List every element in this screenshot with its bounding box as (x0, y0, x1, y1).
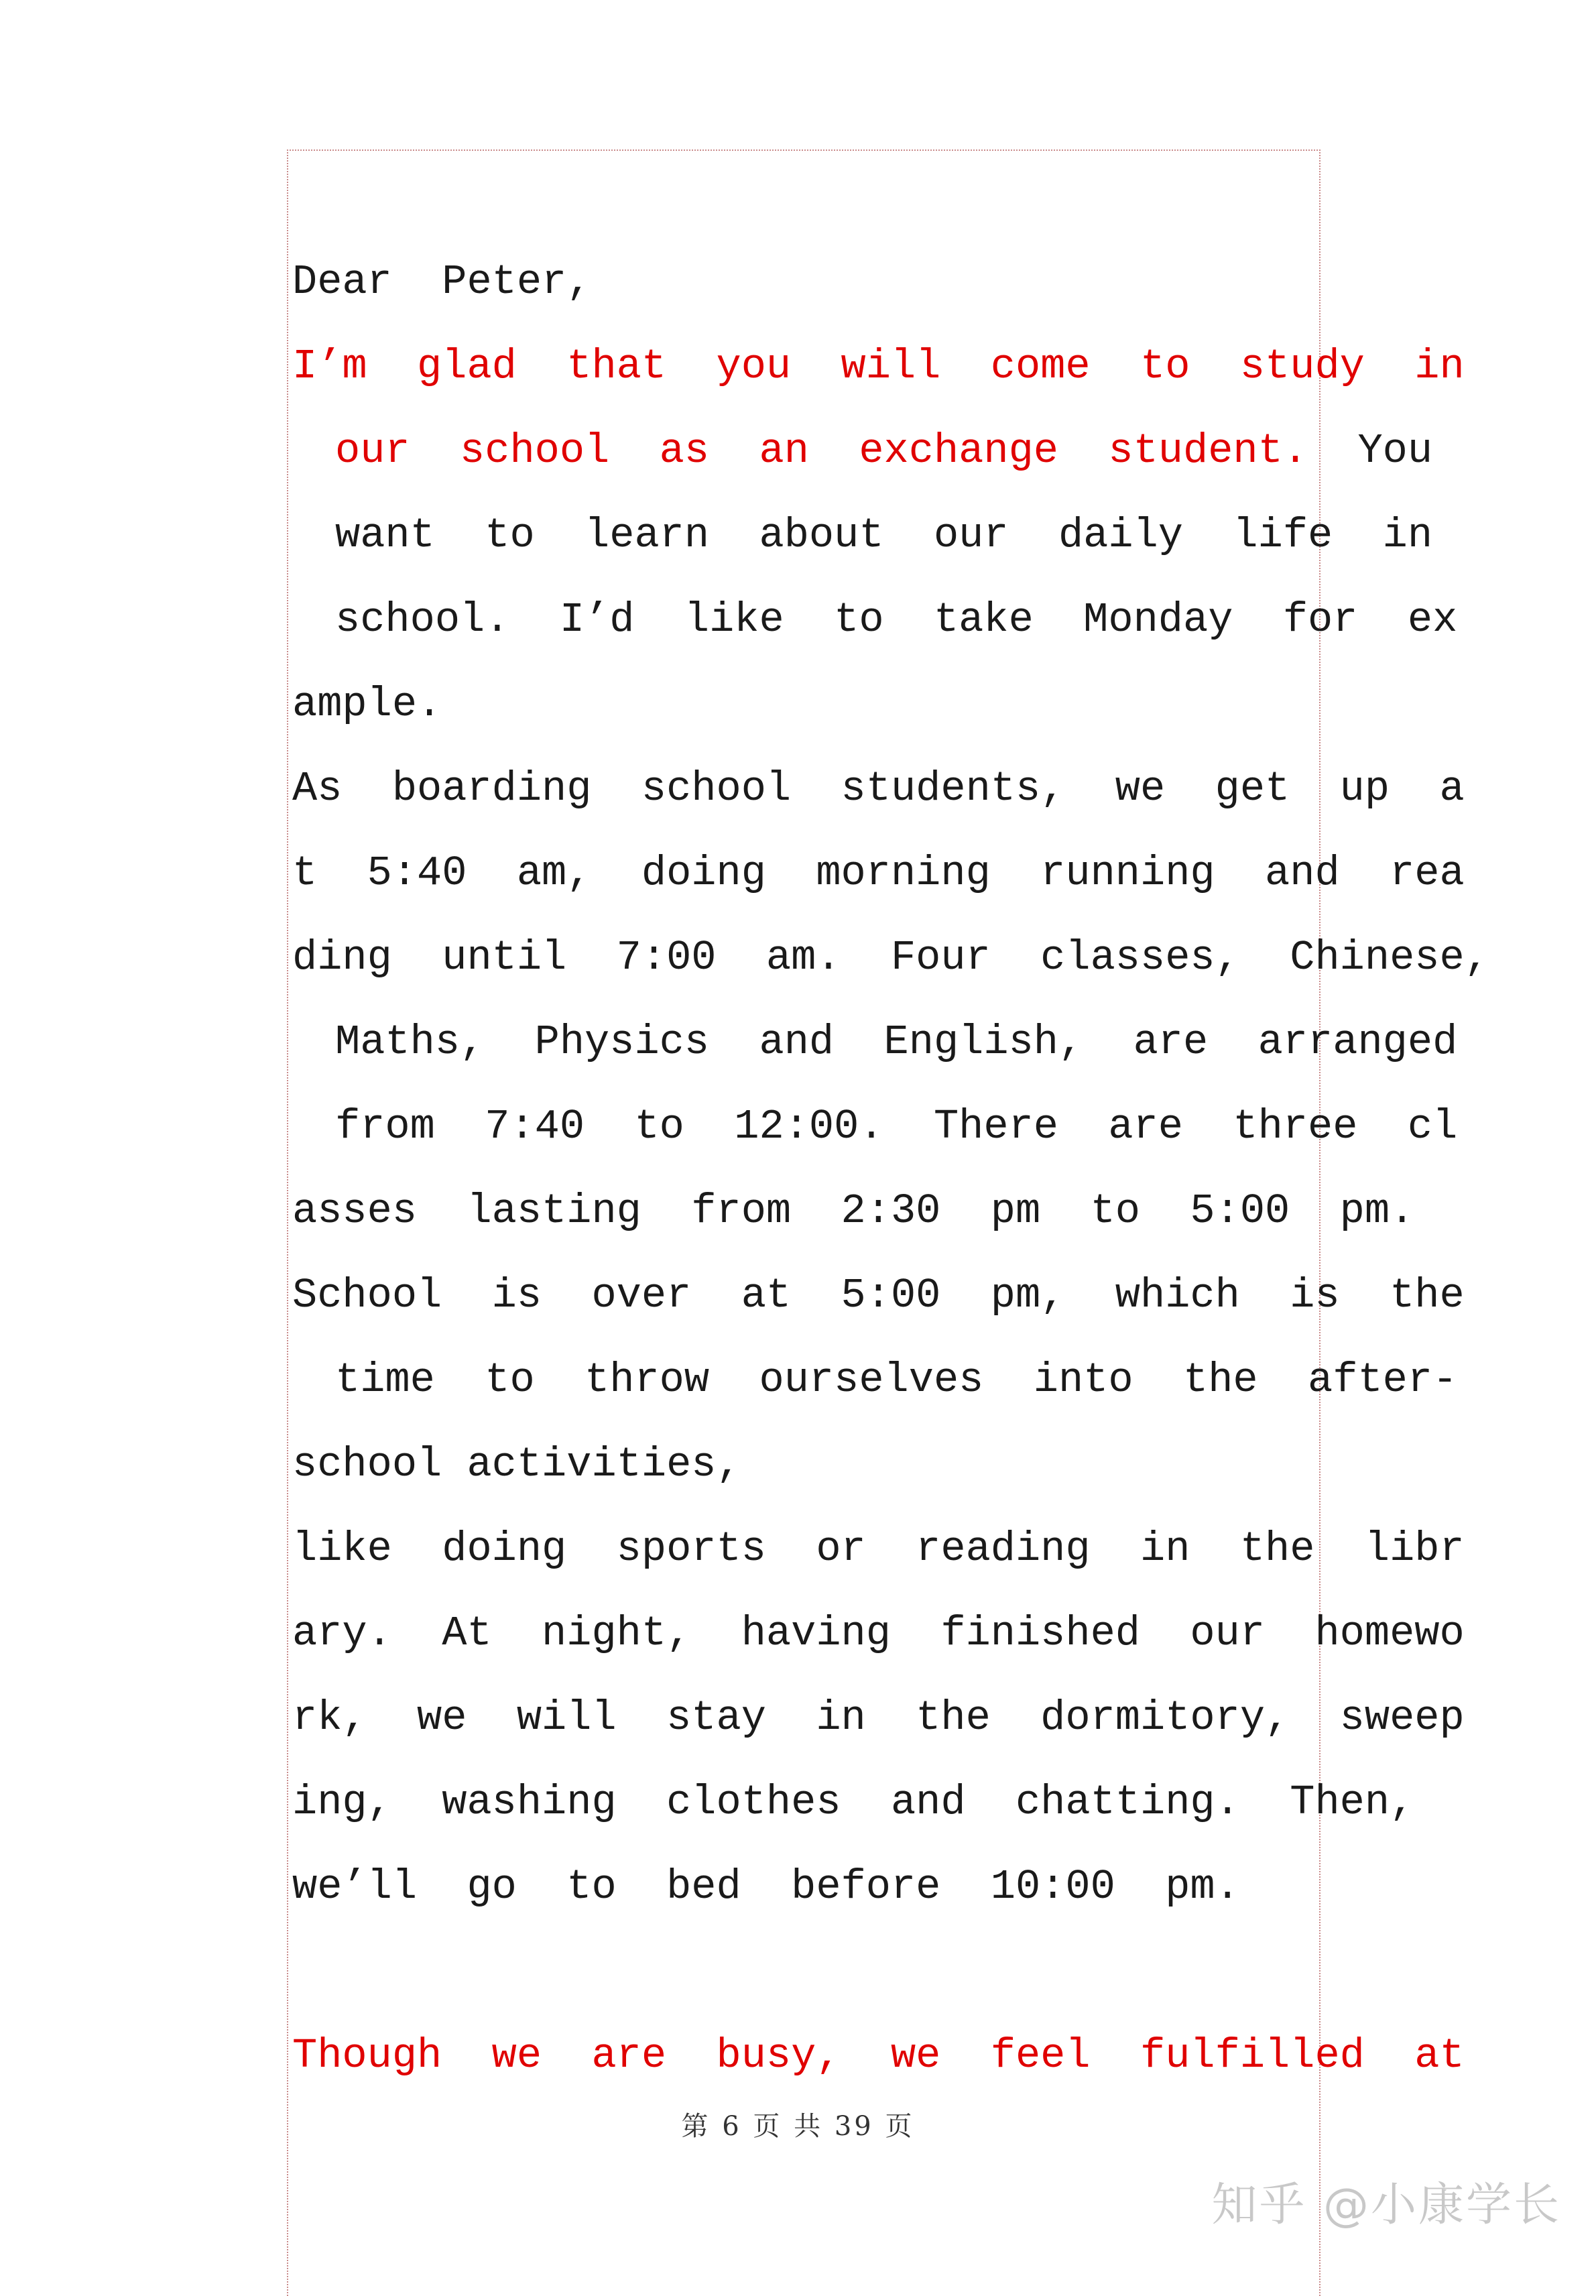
letter-line-10: from 7:40 to 12:00. There are three cl (335, 1103, 1458, 1150)
letter-line-12: School is over at 5:00 pm, which is the (292, 1272, 1465, 1319)
letter-greeting: Dear Peter, (292, 258, 592, 306)
line-continuation: You (1308, 427, 1433, 475)
letter-line-3: want to learn about our daily life in (335, 511, 1433, 559)
letter-line-19: we’ll go to bed before 10:00 pm. (292, 1863, 1240, 1911)
letter-line-2 (292, 409, 1433, 493)
letter-line-17: rk, we will stay in the dormitory, sweep (292, 1694, 1465, 1742)
highlighted-sentence: our school as an exchange student. (335, 427, 1308, 475)
letter-line-13: time to throw ourselves into the after- (335, 1356, 1458, 1404)
letter-line-5: ample. (292, 680, 442, 728)
letter-line-20: Though we are busy, we feel fulfilled at (292, 2032, 1465, 2079)
letter-line-14: school activities, (292, 1441, 741, 1488)
page-number-footer: 第 6 页 共 39 页 (681, 2111, 915, 2142)
letter-line-1: I’m glad that you will come to study in (292, 343, 1465, 390)
letter-line-8: ding until 7:00 am. Four classes, Chinese, (292, 934, 1489, 981)
letter-line-16: ary. At night, having finished our homewo (292, 1610, 1465, 1657)
letter-line-7: t 5:40 am, doing morning running and rea (292, 849, 1465, 897)
watermark-label: 知乎 @小康学长 (1211, 2179, 1561, 2232)
letter-line-15: like doing sports or reading in the libr (292, 1525, 1465, 1573)
letter-line-18: ing, washing clothes and chatting. Then, (292, 1778, 1415, 1826)
letter-line-9: Maths, Physics and English, are arranged (335, 1018, 1458, 1066)
letter-line-4: school. I’d like to take Monday for ex (335, 596, 1458, 644)
letter-line-11: asses lasting from 2:30 pm to 5:00 pm. (292, 1187, 1415, 1235)
letter-line-6: As boarding school students, we get up a (292, 765, 1465, 812)
